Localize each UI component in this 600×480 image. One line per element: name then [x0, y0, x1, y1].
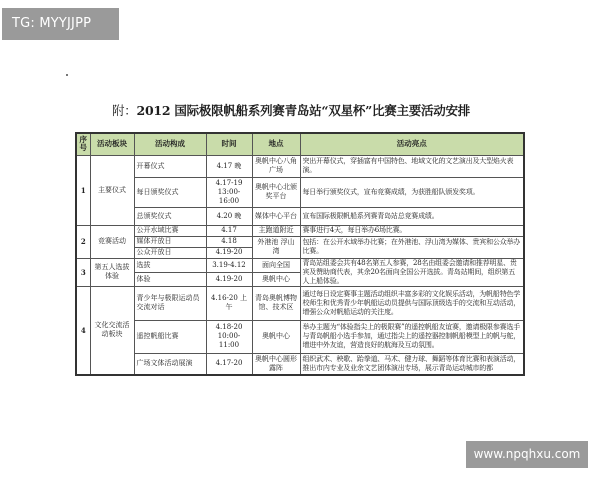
cell-time: 4.17	[206, 225, 252, 236]
cell-location: 主跑道附近	[252, 225, 300, 236]
table-row	[76, 225, 524, 236]
cell-activity: 开幕仪式	[134, 155, 206, 177]
group-seq: 2	[76, 225, 90, 258]
cell-location: 奥帆中心	[252, 272, 300, 286]
cell-location: 面向全国	[252, 258, 300, 272]
cell-highlights: 举办主题为“体验指尖上的极限赛”的遥控帆船友谊赛，邀请极限参赛选手与青岛帆船小选手参加，通过指尖上的遥控器控制帆船模型上的帆与舵，增进中外友谊，营造良好的航海及互动氛围。	[300, 320, 524, 353]
cell-location: 奥帆中心	[252, 320, 300, 353]
cell-activity: 遥控帆船比赛	[134, 320, 206, 353]
cell-highlights: 青岛站组委会共有48名第五人参赛，28名由组委会邀请和推荐明星、贵宾及赞助商代表，其余20名面向全国公开选拔。青岛站期间，组织第五人上船体验。	[300, 258, 524, 286]
cell-activity: 媒体开放日	[134, 236, 206, 247]
cell-highlights: 突出开幕仪式，穿插富有中国特色、地域文化的文艺演出及大型焰火表演。	[300, 155, 524, 177]
cell-highlights: 宣布国际极限帆船系列赛青岛站总竞赛成绩。	[300, 207, 524, 225]
watermark-top: TG: MYYJJPP	[2, 8, 119, 40]
cell-time: 3.19-4.12	[206, 258, 252, 272]
table-header-row	[76, 133, 524, 155]
header-time: 时间	[206, 133, 252, 155]
cell-activity: 选拔	[134, 258, 206, 272]
cell-time: 4.18	[206, 236, 252, 247]
header-section: 活动板块	[90, 133, 134, 155]
group-section: 文化交流活动板块	[90, 286, 134, 375]
cell-highlights: 每日举行颁奖仪式，宣布竞赛成绩，为获胜船队颁发奖项。	[300, 177, 524, 207]
cell-time: 4.16-20 上午	[206, 286, 252, 320]
document-title	[112, 101, 512, 119]
cell-location: 媒体中心平台	[252, 207, 300, 225]
cell-location: 奥帆中心圆形露阵	[252, 353, 300, 375]
table-row	[76, 258, 524, 272]
header-highlights: 活动亮点	[300, 133, 524, 155]
cell-time: 4.17-19 13:00-16:00	[206, 177, 252, 207]
header-seq: 序号	[76, 133, 90, 155]
cell-highlights: 通过每日设定赛事主题活动组织丰富多彩的文化娱乐活动，为帆船特色学校师生和优秀青少年帆船运动员提供与国际顶级选手的交流和互动活动，增强公众对帆船运动的关注度。	[300, 286, 524, 320]
cell-time: 4.20 晚	[206, 207, 252, 225]
cell-time: 4.17 晚	[206, 155, 252, 177]
group-seq: 3	[76, 258, 90, 286]
table-row	[76, 236, 524, 247]
cell-activity: 公众开放日	[134, 247, 206, 258]
cell-activity: 总颁奖仪式	[134, 207, 206, 225]
cell-location: 奥帆中心八角广场	[252, 155, 300, 177]
stray-dot	[66, 74, 68, 76]
cell-location: 外港池 浮山湾	[252, 236, 300, 258]
group-seq: 1	[76, 155, 90, 225]
group-seq: 4	[76, 286, 90, 375]
cell-time: 4.17-20	[206, 353, 252, 375]
table-row	[76, 177, 524, 207]
title-main: 2012 国际极限帆船系列赛青岛站“双星杯”比赛主要活动安排	[136, 103, 471, 118]
cell-highlights: 赛事进行4天，每日举办6场比赛。	[300, 225, 524, 236]
table-row	[76, 286, 524, 320]
cell-activity: 体验	[134, 272, 206, 286]
table-row	[76, 207, 524, 225]
cell-location: 青岛奥帆博物馆、技术区	[252, 286, 300, 320]
schedule-table	[75, 132, 525, 376]
table-row	[76, 155, 524, 177]
group-section: 竞赛活动	[90, 225, 134, 258]
cell-activity: 公开水域比赛	[134, 225, 206, 236]
table-row	[76, 353, 524, 375]
cell-highlights: 包括：在公开水域举办比赛；在外港池、浮山湾为媒体、贵宾和公众举办比赛。	[300, 236, 524, 258]
cell-activity: 每日颁奖仪式	[134, 177, 206, 207]
group-section: 主要仪式	[90, 155, 134, 225]
header-activity: 活动构成	[134, 133, 206, 155]
header-location: 地点	[252, 133, 300, 155]
cell-time: 4.19-20	[206, 247, 252, 258]
group-section: 第五人选拔体验	[90, 258, 134, 286]
cell-activity: 广场文体活动展演	[134, 353, 206, 375]
table-row	[76, 320, 524, 353]
cell-time: 4.18-20 10:00-11:00	[206, 320, 252, 353]
cell-time: 4.19-20	[206, 272, 252, 286]
cell-location: 奥帆中心北颁奖平台	[252, 177, 300, 207]
cell-activity: 青少年与极限运动员交流对话	[134, 286, 206, 320]
watermark-bottom: www.npqhxu.com	[466, 441, 588, 468]
title-prefix: 附：	[112, 103, 137, 118]
cell-highlights: 组织武术、秧歌、跆拳道、马术、健力球、舞蹈等体育比赛和表演活动，推出市内专业及业余文艺团体演出专场，展示青岛运动城市的都	[300, 353, 524, 375]
